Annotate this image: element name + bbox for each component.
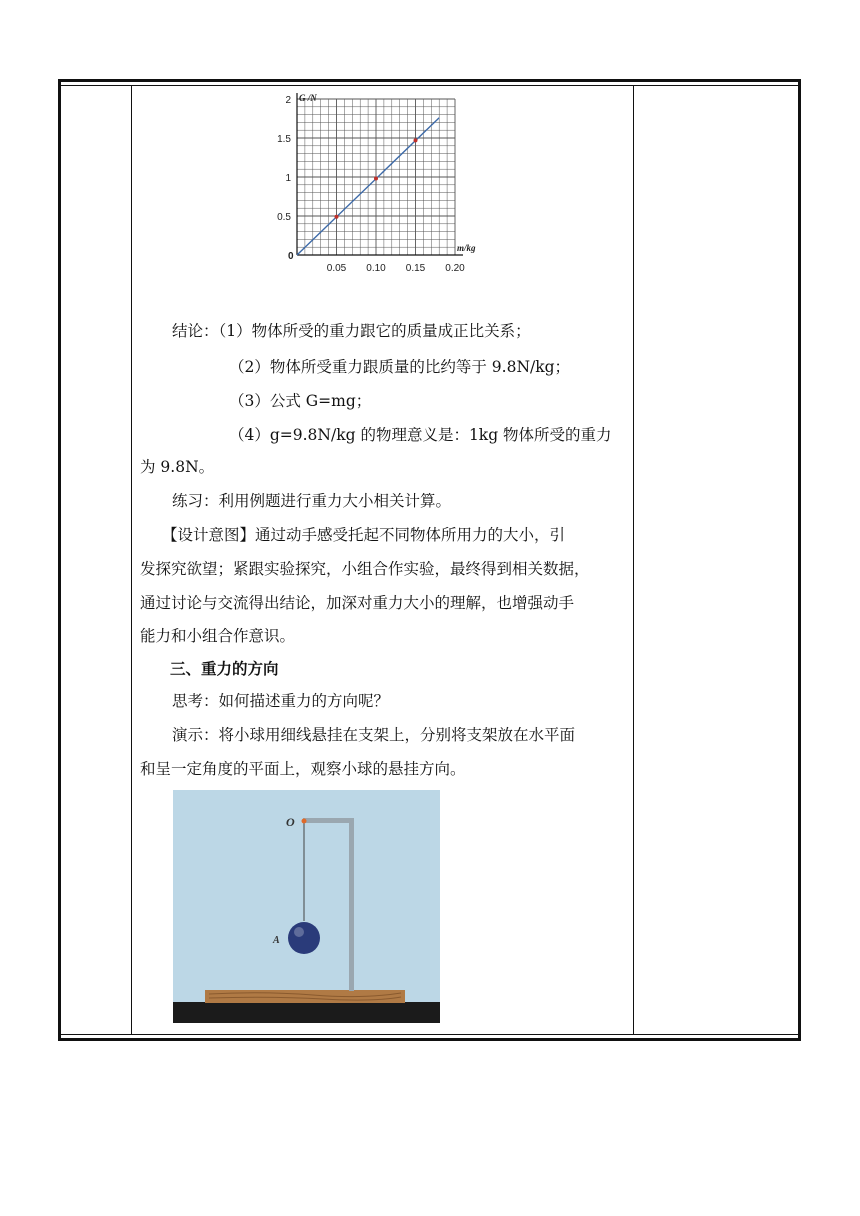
- ball-highlight: [294, 927, 304, 937]
- design-intent-line-1: 【设计意图】通过动手感受托起不同物体所用力的大小，引: [162, 526, 566, 544]
- design-intent-line-4: 能力和小组合作意识。: [140, 627, 296, 645]
- table-bottom-rule: [58, 1038, 801, 1041]
- x-tick-label: 0.15: [405, 263, 426, 274]
- x-tick-label: 0.05: [326, 263, 347, 274]
- practice-text: 练习：利用例题进行重力大小相关计算。: [172, 492, 452, 510]
- y-tick-label: 2: [285, 95, 291, 106]
- wooden-board: [205, 990, 405, 1003]
- y-tick-label: 1.5: [277, 134, 291, 145]
- chart-x-axis-label: m/kg: [457, 243, 476, 253]
- conclusion-line-4: （4）g=9.8N/kg 的物理意义是：1kg 物体所受的重力: [229, 426, 612, 444]
- data-point: [414, 138, 418, 142]
- stand-post: [349, 818, 354, 991]
- chart-origin-label: 0: [288, 251, 294, 262]
- table-column-divider-1: [131, 85, 132, 1035]
- ball: [288, 922, 320, 954]
- conclusion-line-4-cont: 为 9.8N。: [140, 458, 215, 476]
- chart-y-axis-label: G /N: [299, 93, 317, 103]
- label-a: A: [273, 935, 280, 946]
- conclusion-line-1: 结论：（1）物体所受的重力跟它的质量成正比关系；: [172, 322, 531, 340]
- data-point: [374, 177, 378, 181]
- stand-arm: [303, 818, 354, 823]
- gravity-mass-chart: [270, 90, 490, 275]
- think-question: 思考：如何描述重力的方向呢？: [172, 692, 390, 710]
- conclusion-line-2: （2）物体所受重力跟质量的比约等于 9.8N/kg；: [229, 358, 571, 376]
- label-o: O: [286, 815, 295, 829]
- y-tick-label: 1: [285, 173, 291, 184]
- pendulum-demo-figure: [173, 790, 440, 1023]
- conclusion-line-3: （3）公式 G=mg；: [229, 392, 372, 410]
- table-bottom-rule-thin: [58, 1034, 801, 1035]
- table-top-rule: [58, 79, 801, 82]
- table-right-border: [798, 79, 801, 1041]
- demo-line-2: 和呈一定角度的平面上，观察小球的悬挂方向。: [140, 760, 466, 778]
- demo-line-1: 演示：将小球用细线悬挂在支架上，分别将支架放在水平面: [172, 726, 576, 744]
- section-heading: 三、重力的方向: [170, 660, 279, 678]
- design-intent-line-2: 发探究欲望；紧跟实验探究，小组合作实验，最终得到相关数据，: [140, 560, 590, 578]
- pivot-point: [302, 819, 307, 824]
- table-column-divider-2: [633, 85, 634, 1035]
- table-left-border: [58, 79, 61, 1041]
- figure-table-base: [173, 1002, 440, 1023]
- figure-background: [173, 790, 440, 1023]
- x-tick-label: 0.10: [366, 263, 386, 274]
- design-intent-line-3: 通过讨论与交流得出结论，加深对重力大小的理解，也增强动手: [140, 594, 575, 612]
- x-tick-label: 0.20: [445, 263, 465, 274]
- table-top-rule-thin: [58, 85, 801, 86]
- data-point: [335, 215, 339, 219]
- y-tick-label: 0.5: [277, 212, 291, 223]
